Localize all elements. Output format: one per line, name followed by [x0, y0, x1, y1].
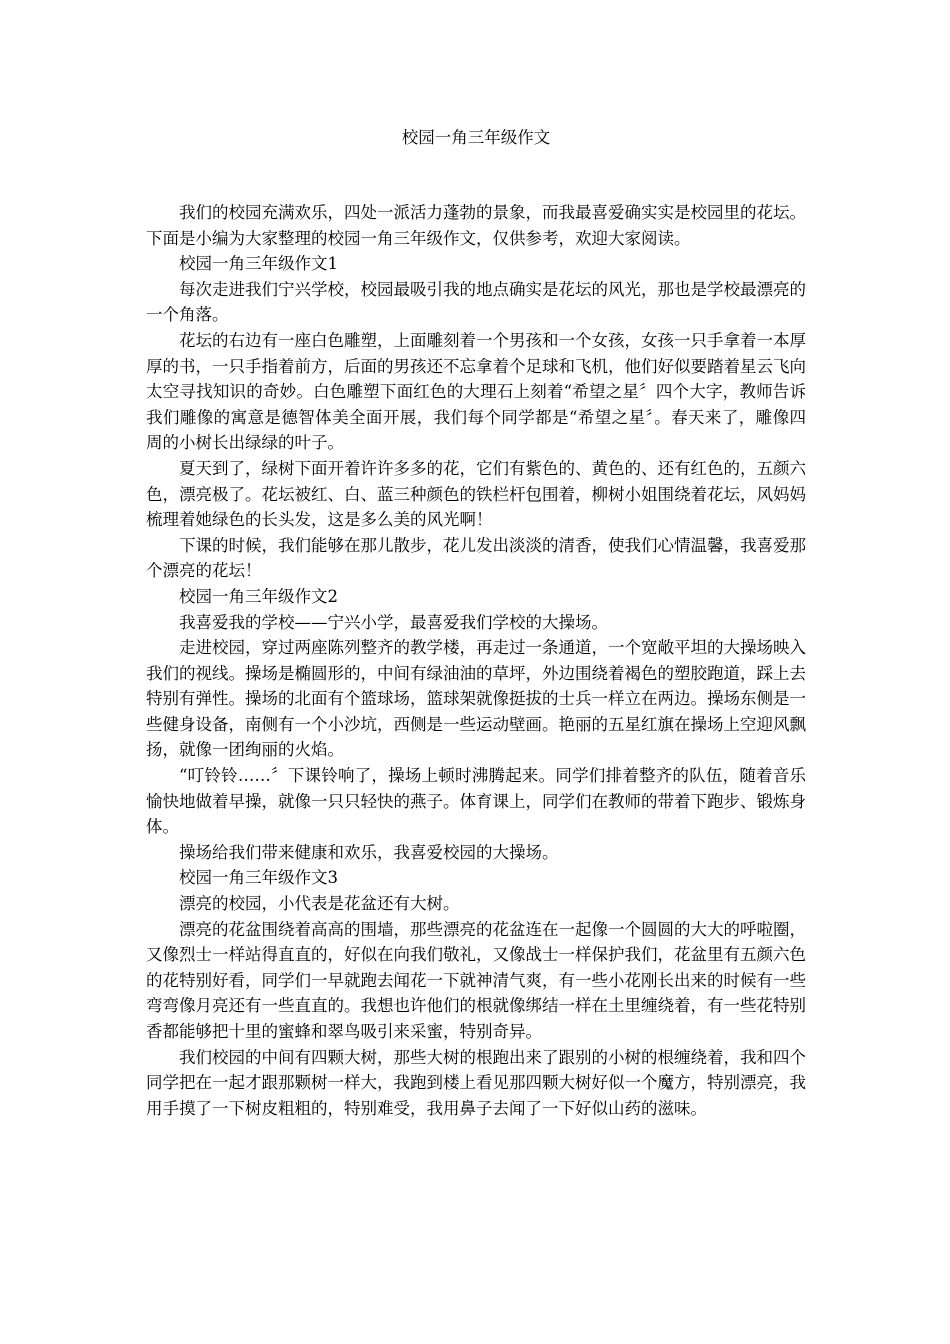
- paragraph: 操场给我们带来健康和欢乐，我喜爱校园的大操场。: [179, 842, 559, 862]
- paragraph: 每次走进我们宁兴学校，校园最吸引我的地点确实是花坛的风光，那也是学校最漂亮的一个角落。: [146, 279, 806, 325]
- section-heading-3: 校园一角三年级作文3: [179, 868, 338, 888]
- document-body: [146, 200, 806, 1121]
- section-heading-1: 校园一角三年级作文1: [179, 254, 338, 274]
- paragraph: “叮铃铃……〞下课铃响了，操场上顿时沸腾起来。同学们排着整齐的队伍，随着音乐愉快地做着早操，就像一只只轻快的燕子。体育课上，同学们在教师的带着下跑步、锻炼身体。: [146, 766, 806, 837]
- paragraph: 我们校园的中间有四颗大树，那些大树的根跑出来了跟别的小树的根缠绕着，我和四个同学把在一起才跟那颗树一样大，我跑到楼上看见那四颗大树好似一个魔方，特别漂亮，我用手摸了一下树皮粗粗的，特别难受，我用鼻子去闻了一下好似山药的滋味。: [146, 1047, 806, 1118]
- paragraph-intro: 我们的校园充满欢乐，四处一派活力蓬勃的景象，而我最喜爱确实实是校园里的花坛。下面是小编为大家整理的校园一角三年级作文，仅供参考，欢迎大家阅读。: [146, 203, 806, 248]
- paragraph: 我喜爱我的学校——宁兴小学，最喜爱我们学校的大操场。: [179, 612, 608, 632]
- paragraph: 漂亮的花盆围绕着高高的围墙，那些漂亮的花盆连在一起像一个圆圆的大大的呼啦圈，又像烈士一样站得直直的，好似在向我们敬礼，又像战士一样保护我们，花盆里有五颜六色的花特别好看，同学们一早就跑去闻花一下就神清气爽，有一些小花刚长出来的时候有一些弯弯像月亮还有一些直直的。我想也许他们的根就像绑结一样在土里缠绕着，有一些花特别香都能够把十里的蜜蜂和翠鸟吸引来采蜜，特别奇异。: [146, 919, 806, 1041]
- paragraph: 走进校园，穿过两座陈列整齐的教学楼，再走过一条通道，一个宽敞平坦的大操场映入我们的视线。操场是椭圆形的，中间有绿油油的草坪，外边围绕着褐色的塑胶跑道，踩上去特别有弹性。操场的北面有个篮球场，篮球架就像挺拔的士兵一样立在两边。操场东侧是一些健身设备，南侧有一个小沙坑，西侧是一些运动壁画。艳丽的五星红旗在操场上空迎风飘扬，就像一团绚丽的火焰。: [146, 638, 806, 760]
- page-title: 校园一角三年级作文: [401, 128, 551, 147]
- paragraph: 漂亮的校园，小代表是花盆还有大树。: [179, 894, 460, 914]
- section-heading-2: 校园一角三年级作文2: [179, 586, 338, 606]
- paragraph: 花坛的右边有一座白色雕塑，上面雕刻着一个男孩和一个女孩，女孩一只手拿着一本厚厚的书，一只手指着前方，后面的男孩还不忘拿着个足球和飞机，他们好似要踏着星云飞向太空寻找知识的奇妙。白色雕塑下面红色的大理石上刻着“希望之星〞四个大字，教师告诉我们雕像的寓意是德智体美全面开展，我们每个同学都是“希望之星〞。春天来了，雕像四周的小树长出绿绿的叶子。: [146, 330, 806, 453]
- paragraph: 夏天到了，绿树下面开着许许多多的花，它们有紫色的、黄色的、还有红色的，五颜六色，漂亮极了。花坛被红、白、蓝三种颜色的铁栏杆包围着，柳树小姐围绕着花坛，风妈妈梳理着她绿色的长头发，这是多么美的风光啊！: [146, 458, 806, 530]
- paragraph: 下课的时候，我们能够在那儿散步，花儿发出淡淡的清香，使我们心情温馨，我喜爱那个漂亮的花坛！: [146, 535, 806, 581]
